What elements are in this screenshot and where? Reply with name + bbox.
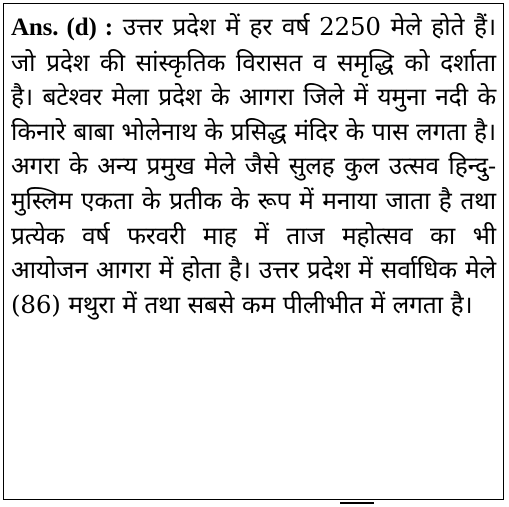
answer-paragraph: [11, 10, 496, 322]
answer-body: उत्तर प्रदेश में हर वर्ष 2250 मेले होते हैं। जो प्रदेश की सांस्कृतिक विरासत व समृद्धि को दर्शाता है। बटेश्वर मेला प्रदेश के आगरा जिले में यमुना नदी के किनारे बाबा भोलेनाथ के प्रसिद्ध मंदिर के पास लगता है। अगरा के अन्य प्रमुख मेले जैसे सुलह कुल उत्सव हिन्दु-मुस्लिम एकता के प्रतीक के रूप में मनाया जाता है तथा प्रत्येक वर्ष फरवरी माह में ताज महोत्सव का भी आयोजन आगरा में होता है। उत्तर प्रदेश में सर्वाधिक मेले (86) मथुरा में तथा सबसे कम पीलीभीत में लगता है।: [11, 12, 496, 319]
answer-label: Ans. (d) :: [11, 14, 113, 41]
cropped-next-line-fragment: [340, 500, 380, 507]
answer-box: [3, 3, 504, 500]
